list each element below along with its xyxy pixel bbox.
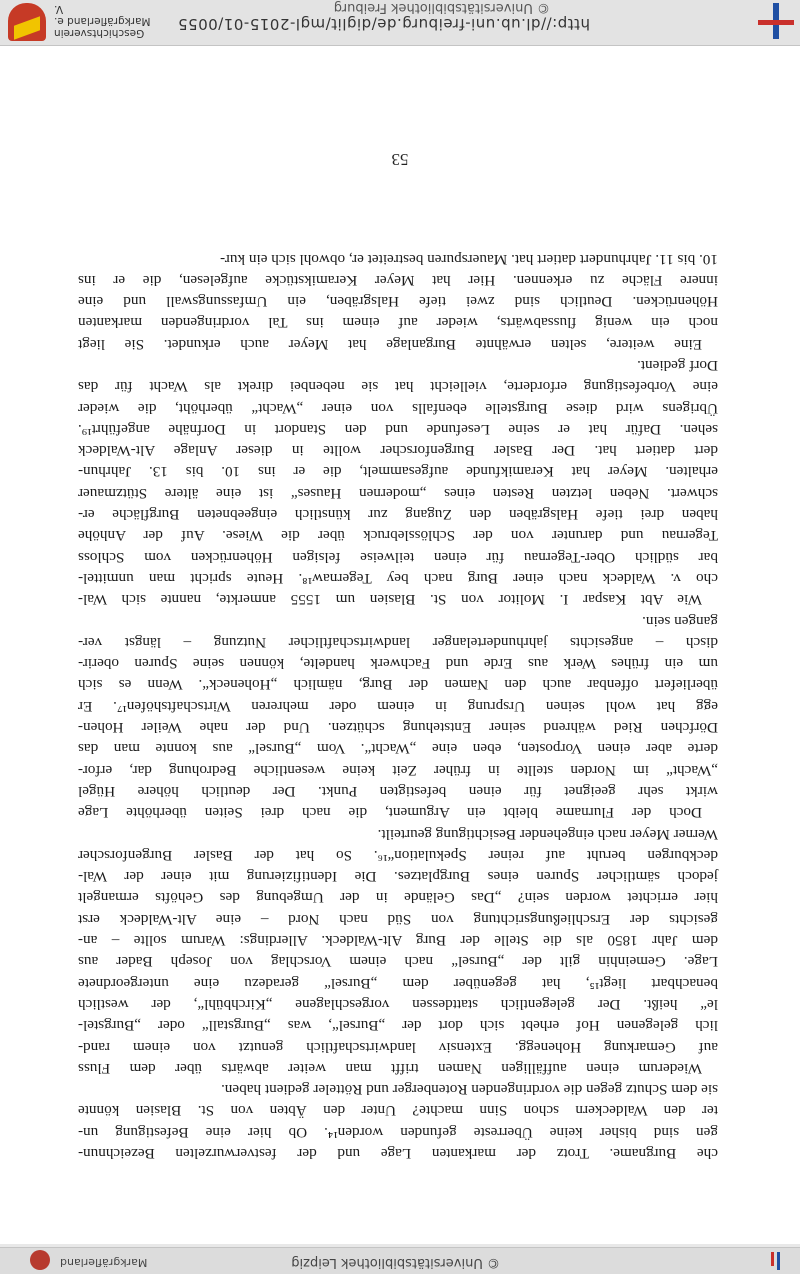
text-line: hier errichtet worden sein? „Das Gelände in der Umgebung des Gehöfts ermangelt xyxy=(78,889,718,907)
text-line: ter den Waldeckern schon Sinn machte? Unter den Äbten von St. Blasien könnte xyxy=(78,1102,718,1120)
text-line: „Wacht“ im Norden stellte in früher Zeit keine wesentliche Bedrohung dar, erfor- xyxy=(78,761,718,779)
text-line: erhalten. Meyer hat Keramikfunde aufgesammelt, die er ins 10. bis 13. Jahrhun- xyxy=(78,463,718,481)
text-line: gesichts der Erschließungsrichtung von Süd nach Nord – eine Alt-Waldeck erst xyxy=(78,910,718,928)
text-line: Übrigens wird diese Burgstelle ebenfalls von einer „Wacht“ überhöht, die wieder xyxy=(78,399,718,417)
text-line: cho v. Waldeck nach einer Burg nach bey Tegernaw¹⁸. Heute spricht man unmittel- xyxy=(78,569,718,587)
society-name-short: Markgräflerland xyxy=(60,1256,148,1269)
text-line: Dorf gedient. xyxy=(637,357,718,375)
scanned-page xyxy=(0,46,800,1244)
society-logo-icon xyxy=(30,1250,50,1270)
ub-freiburg-logo-icon xyxy=(758,3,794,39)
text-line: Wiederum einen auffälligen Namen trifft man weiter abwärts über dem Fluss xyxy=(78,1059,702,1077)
text-line: überliefert offenbar auch den Namen der Burg, nämlich „Hoheneck“. Wenn es sich xyxy=(78,676,718,694)
society-coat-of-arms-icon xyxy=(8,3,46,41)
text-line: bar südlich Ober-Tegernau für einen teilweise felsigen Höhenrücken vom Schloss xyxy=(78,548,718,566)
text-line: um ein frühes Werk aus Erde und Fachwerk handelte, können seine Spuren oberir- xyxy=(78,655,718,673)
text-line: Lage. Gemeinhin gilt der „Bursel“ nach einem Vorschlag von Joseph Bader aus xyxy=(78,953,718,971)
viewer-header-bar xyxy=(0,1247,800,1274)
text-line: haben drei tiefe Halsgräben den Zugang zur künstlich eingeebneten Burgfläche er- xyxy=(78,506,718,524)
text-line: auf Gemarkung Hohenegg. Extensiv landwirtschaftlich genutzt von einem rand- xyxy=(78,1038,718,1056)
text-line: disch – angesichts jahrhundertelanger landwirtschaftlicher Nutzung – längst ver- xyxy=(78,633,718,651)
text-line: benachbart liegt¹⁵, hat gegenüber dem „Bursel“ geradezu eine untergeordnete xyxy=(78,974,718,992)
text-line: Werner Meyer nach eingehender Besichtigung geurteilt. xyxy=(377,825,718,843)
text-line: le“ heißt. Der gelegentlich stattdessen vorgeschlagene „Kirchbühl“, der westlich xyxy=(78,995,718,1013)
text-line: eine Vorbefestigung erforderte, vielleicht hat sie nebenbei direkt als Wacht für das xyxy=(78,378,718,396)
text-line: schwert. Neben letzten Resten eines „modernen Hauses“ ist eine ältere Stützmauer xyxy=(78,484,718,502)
text-line: lich gelegenen Hof erhebt sich dort der „Bursel“, was „Burgstall“ oder „Burgstel- xyxy=(78,1017,718,1035)
text-line: sie dem Schutz gegen die vordringenden Rotenberger und Rötteler gedient haben. xyxy=(221,1081,718,1099)
text-line: Höhenrücken. Deutlich sind zwei tiefe Halsgräben, ein Umfassungswall und eine xyxy=(78,293,718,311)
permalink-url[interactable]: http://dl.ub.uni-freiburg.de/diglit/mgl-2015-01/0055 xyxy=(177,15,590,33)
text-line: Dörfchen Ried während seiner Entstehung schützen. Und der nahe Weiler Hohen- xyxy=(78,719,718,737)
text-line: 10. bis 11. Jahrhundert datiert hat. Mauerspuren bestreitet er, obwohl sich ein kur- xyxy=(220,250,718,268)
text-line: Eine weitere, selten erwähnte Burganlage hat Meyer auch erkundet. Sie liegt xyxy=(78,335,702,353)
text-line: Tegernau und darunter von der Schlösslebruck über die Wiese. Auf der Anhöhe xyxy=(78,527,718,545)
text-line: che Burgname. Trotz der markanten Lage und der festverwurzelten Bezeichnun- xyxy=(78,1145,718,1162)
library-credit: © Universitätsbibliothek Leipzig xyxy=(291,1255,500,1270)
society-name: Geschichtsverein Markgräflerland e. V. xyxy=(54,3,151,39)
text-line: dert datiert hat. Der Basler Burgenforscher wollte in dieser Anlage Alt-Waldeck xyxy=(78,442,718,460)
text-line: egg hat wohl seinen Ursprung in einem oder mehreren Wirtschaftshöfen¹⁷. Er xyxy=(78,697,718,715)
text-line: sehen. Dafür hat er seine Lesefunde und den Standort in Dorfnähe angeführt¹⁹. xyxy=(78,420,718,438)
copyright-notice: © Universitätsbibliothek Freiburg xyxy=(333,0,550,15)
text-line: jedoch sämtlicher Spuren eines Burgplatzes. Die Identifizierung mit einer der Wal- xyxy=(78,868,718,886)
text-line: gangen sein. xyxy=(642,612,718,630)
text-line: innere Fläche zu erkennen. Hier hat Meyer Keramikstücke aufgelesen, die er ins xyxy=(78,271,718,289)
text-line: gen sind bisher keine Überreste gefunden worden¹⁴. Ob hier eine Befestigung un- xyxy=(78,1123,718,1141)
text-line: dem Jahr 1850 als die Stelle der Burg Alt-Waldeck. Allerdings: Warum sollte – an- xyxy=(78,932,718,950)
page-number: 53 xyxy=(391,150,409,169)
text-line: wirkt sehr geeignet für einen befestigten Punkt. Der deutlich höhere Hügel xyxy=(78,782,718,800)
viewer-footer-bar xyxy=(0,0,800,46)
text-line: derte aber einen Vorposten, eben eine „Wacht“. Vom „Bursel“ aus konnte man das xyxy=(78,740,718,758)
text-line: noch ein wenig flussabwärts, wieder auf einem ins Tal vordringenden markanten xyxy=(78,314,718,332)
page-body-text xyxy=(78,248,718,1164)
text-line: Wie Abt Kaspar I. Molitor von St. Blasien um 1555 anmerkte, nannte sich Wal- xyxy=(78,591,702,609)
text-line: deckburgen beruht auf reiner Spekulation“¹⁶. So hat der Basler Burgenforscher xyxy=(78,846,718,864)
text-line: Doch der Flurname bleibt ein Argument, die nach drei Seiten überhöhte Lage xyxy=(78,804,702,822)
library-logo-icon xyxy=(762,1252,782,1272)
